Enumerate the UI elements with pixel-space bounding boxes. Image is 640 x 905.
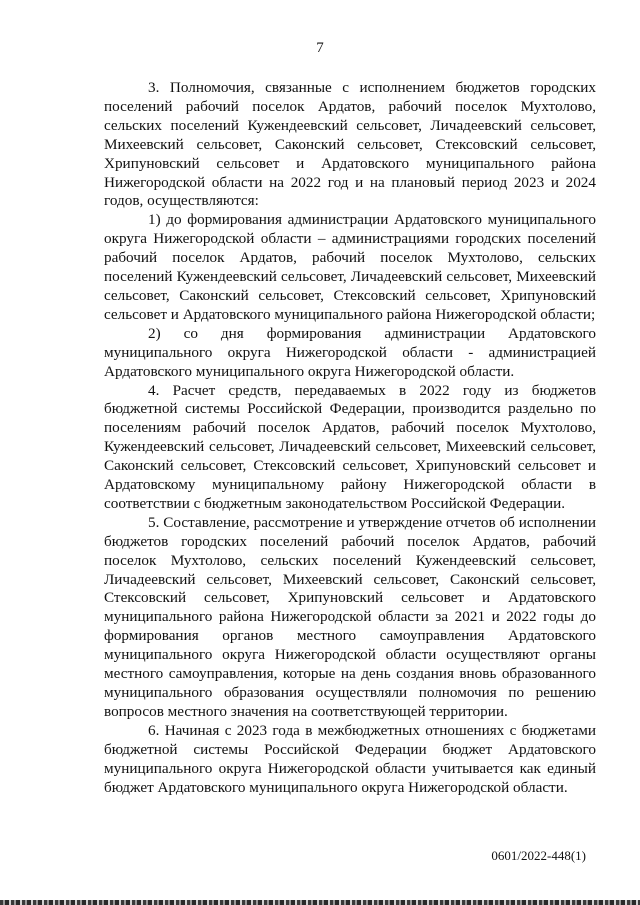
document-code: 0601/2022-448(1) bbox=[491, 848, 586, 863]
paragraph-6: 6. Начиная с 2023 года в межбюджетных отношениях с бюджетами бюджетной системы Российской Федерации бюджет Ардатовского муниципального округа Нижегородской области учитывается как единый бюджет Ардатовского муниципального округа Нижегородской области. bbox=[104, 721, 596, 796]
scan-edge bbox=[0, 900, 640, 905]
paragraph-5: 5. Составление, рассмотрение и утверждение отчетов об исполнении бюджетов городских поселений рабочий поселок Ардатов, рабочий поселок Мухтолово, сельских поселений Кужендеевский сельсовет, Личадеевский сельсовет, Михеевский сельсовет, Саконский сельсовет, Стексовский сельсовет, Хрипуновский сельсовет и Ардатовского муниципального района Нижегородской области за 2021 и 2022 годы до формирования органов местного самоуправления Ардатовского муниципального округа Нижегородской области осуществляют органы местного самоуправления, которые на день создания вновь образованного муниципального образования осуществляли полномочия по решению вопросов местного значения на соответствующей территории. bbox=[104, 513, 596, 720]
paragraph-3: 3. Полномочия, связанные с исполнением бюджетов городских поселений рабочий поселок Ардатов, рабочий поселок Мухтолово, сельских поселений Кужендеевский сельсовет, Личадеевский сельсовет, Михеевский сельсовет, Саконский сельсовет, Стексовский сельсовет, Хрипуновский сельсовет и Ардатовского муниципального района Нижегородской области на 2022 год и на плановый период 2023 и 2024 годов, осуществляются: bbox=[104, 79, 596, 210]
paragraph-3-1: 1) до формирования администрации Ардатовского муниципального округа Нижегородской области – администрациями городских поселений рабочий поселок Ардатов, рабочий поселок Мухтолово, сельских поселений Кужендеевский сельсовет, Личадеевский сельсовет, Михеевский сельсовет, Саконский сельсовет, Стексовский сельсовет, Хрипуновский сельсовет и Ардатовского муниципального района Нижегородской области; bbox=[104, 211, 596, 323]
document-body bbox=[104, 79, 596, 797]
paragraph-4: 4. Расчет средств, передаваемых в 2022 году из бюджетов бюджетной системы Российской Федерации, производится раздельно по поселениям рабочий поселок Ардатов, рабочий поселок Мухтолово, Кужендеевский сельсовет, Личадеевский сельсовет, Михеевский сельсовет, Саконский сельсовет, Стексовский сельсовет, Хрипуновский сельсовет и Ардатовскому муниципальному району Нижегородской области в соответствии с бюджетным законодательством Российской Федерации. bbox=[104, 381, 596, 512]
paragraph-3-2: 2) со дня формирования администрации Ардатовского муниципального округа Нижегородской области - администрацией Ардатовского муниципального округа Нижегородской области. bbox=[104, 324, 596, 380]
page-number: 7 bbox=[316, 40, 324, 56]
